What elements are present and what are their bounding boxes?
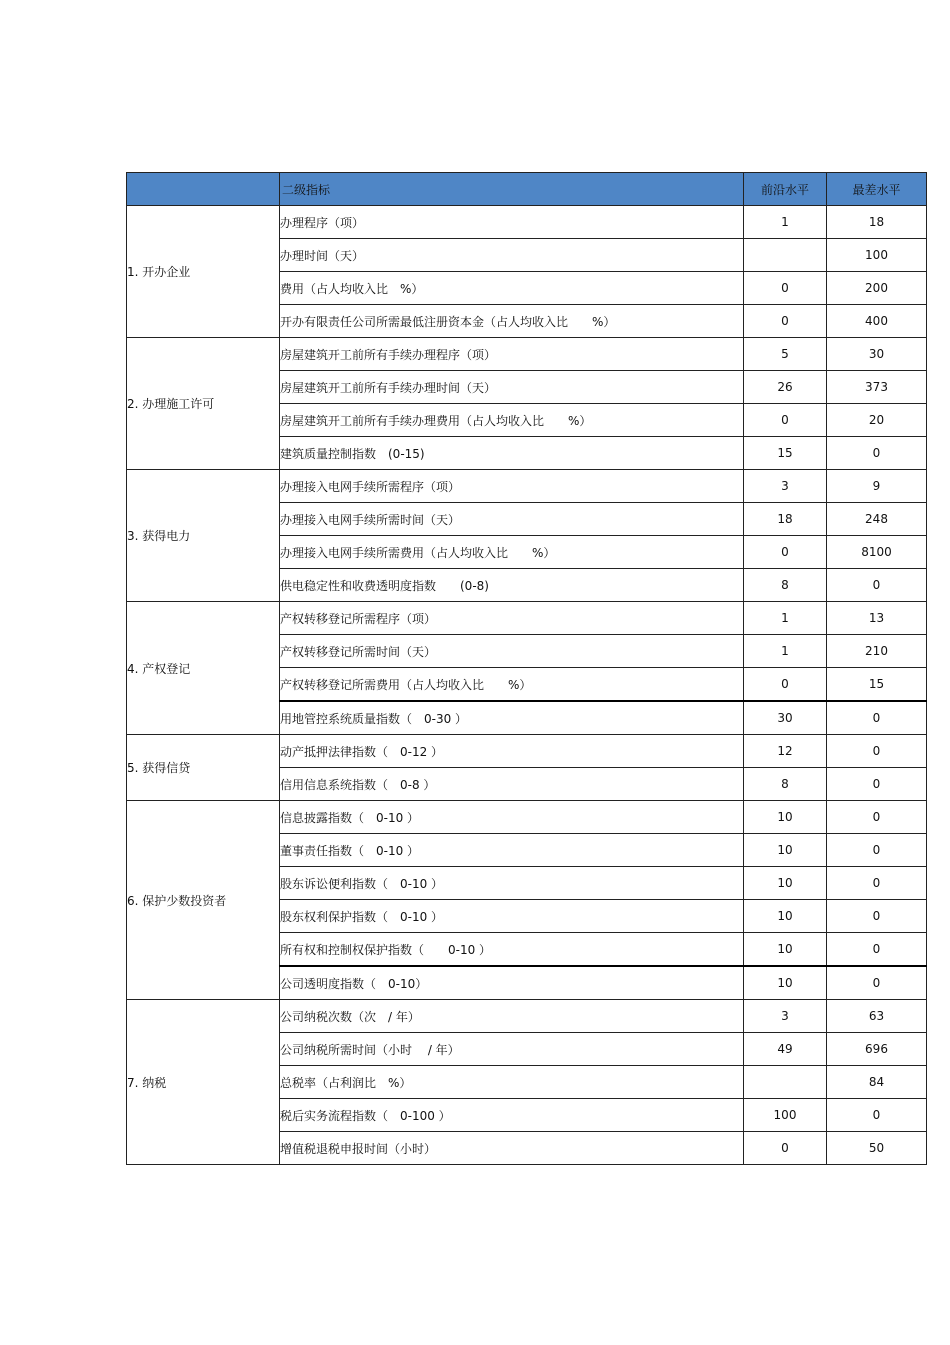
- indicator-cell: 房屋建筑开工前所有手续办理时间（天）: [280, 371, 744, 404]
- indicator-cell: 公司纳税所需时间（小时 / 年）: [280, 1033, 744, 1066]
- frontier-cell: 0: [744, 1132, 827, 1165]
- indicator-cell: 信息披露指数（ 0-10 ）: [280, 801, 744, 834]
- frontier-cell: 3: [744, 1000, 827, 1033]
- indicator-cell: 总税率（占利润比 %）: [280, 1066, 744, 1099]
- frontier-cell: 1: [744, 635, 827, 668]
- worst-cell: 0: [827, 437, 927, 470]
- worst-cell: 200: [827, 272, 927, 305]
- worst-cell: 0: [827, 834, 927, 867]
- frontier-cell: [744, 1066, 827, 1099]
- indicator-cell: 办理程序（项）: [280, 206, 744, 239]
- table-row: [127, 602, 927, 635]
- table-row: [127, 470, 927, 503]
- worst-cell: 0: [827, 867, 927, 900]
- worst-cell: 0: [827, 801, 927, 834]
- frontier-cell: 15: [744, 437, 827, 470]
- category-cell: 6. 保护少数投资者: [127, 801, 280, 1000]
- indicator-cell: 供电稳定性和收费透明度指数 (0-8): [280, 569, 744, 602]
- table-row: [127, 735, 927, 768]
- category-cell: 7. 纳税: [127, 1000, 280, 1165]
- indicator-cell: 产权转移登记所需时间（天）: [280, 635, 744, 668]
- worst-cell: 15: [827, 668, 927, 702]
- worst-cell: 18: [827, 206, 927, 239]
- frontier-cell: 5: [744, 338, 827, 371]
- indicator-cell: 费用（占人均收入比 %）: [280, 272, 744, 305]
- worst-cell: 0: [827, 966, 927, 1000]
- worst-cell: 696: [827, 1033, 927, 1066]
- frontier-cell: 18: [744, 503, 827, 536]
- worst-cell: 0: [827, 900, 927, 933]
- frontier-cell: 100: [744, 1099, 827, 1132]
- worst-cell: 100: [827, 239, 927, 272]
- frontier-cell: 10: [744, 867, 827, 900]
- frontier-cell: 3: [744, 470, 827, 503]
- category-cell: 1. 开办企业: [127, 206, 280, 338]
- header-category: [127, 173, 280, 206]
- frontier-cell: 10: [744, 834, 827, 867]
- category-cell: 4. 产权登记: [127, 602, 280, 735]
- frontier-cell: 10: [744, 966, 827, 1000]
- frontier-cell: 0: [744, 668, 827, 702]
- indicator-cell: 股东权利保护指数（ 0-10 ）: [280, 900, 744, 933]
- frontier-cell: 49: [744, 1033, 827, 1066]
- worst-cell: 0: [827, 768, 927, 801]
- frontier-cell: 1: [744, 602, 827, 635]
- indicator-table: [126, 172, 927, 1165]
- worst-cell: 210: [827, 635, 927, 668]
- category-cell: 3. 获得电力: [127, 470, 280, 602]
- frontier-cell: 10: [744, 801, 827, 834]
- indicator-cell: 动产抵押法律指数（ 0-12 ）: [280, 735, 744, 768]
- worst-cell: 0: [827, 933, 927, 967]
- indicator-cell: 办理接入电网手续所需时间（天）: [280, 503, 744, 536]
- indicator-cell: 公司纳税次数（次 / 年）: [280, 1000, 744, 1033]
- frontier-cell: 0: [744, 536, 827, 569]
- frontier-cell: 1: [744, 206, 827, 239]
- indicator-cell: 公司透明度指数（ 0-10）: [280, 966, 744, 1000]
- table-header: [127, 173, 927, 206]
- indicator-cell: 股东诉讼便利指数（ 0-10 ）: [280, 867, 744, 900]
- frontier-cell: 8: [744, 569, 827, 602]
- frontier-cell: 10: [744, 933, 827, 967]
- indicator-cell: 税后实务流程指数（ 0-100 ）: [280, 1099, 744, 1132]
- frontier-cell: 12: [744, 735, 827, 768]
- table-row: [127, 206, 927, 239]
- frontier-cell: 0: [744, 305, 827, 338]
- indicator-cell: 房屋建筑开工前所有手续办理费用（占人均收入比 %）: [280, 404, 744, 437]
- indicator-cell: 产权转移登记所需费用（占人均收入比 %）: [280, 668, 744, 702]
- worst-cell: 63: [827, 1000, 927, 1033]
- frontier-cell: 10: [744, 900, 827, 933]
- indicator-cell: 信用信息系统指数（ 0-8 ）: [280, 768, 744, 801]
- worst-cell: 20: [827, 404, 927, 437]
- frontier-cell: 26: [744, 371, 827, 404]
- category-cell: 2. 办理施工许可: [127, 338, 280, 470]
- worst-cell: 50: [827, 1132, 927, 1165]
- worst-cell: 8100: [827, 536, 927, 569]
- table-row: [127, 1000, 927, 1033]
- frontier-cell: [744, 239, 827, 272]
- indicator-cell: 房屋建筑开工前所有手续办理程序（项）: [280, 338, 744, 371]
- worst-cell: 400: [827, 305, 927, 338]
- table-row: [127, 801, 927, 834]
- indicator-cell: 增值税退税申报时间（小时）: [280, 1132, 744, 1165]
- worst-cell: 30: [827, 338, 927, 371]
- worst-cell: 0: [827, 1099, 927, 1132]
- frontier-cell: 0: [744, 272, 827, 305]
- frontier-cell: 8: [744, 768, 827, 801]
- indicator-cell: 董事责任指数（ 0-10 ）: [280, 834, 744, 867]
- worst-cell: 13: [827, 602, 927, 635]
- table-body: [127, 206, 927, 1165]
- worst-cell: 9: [827, 470, 927, 503]
- indicator-cell: 建筑质量控制指数 (0-15): [280, 437, 744, 470]
- table-row: [127, 338, 927, 371]
- worst-cell: 373: [827, 371, 927, 404]
- worst-cell: 0: [827, 569, 927, 602]
- indicator-cell: 开办有限责任公司所需最低注册资本金（占人均收入比 %）: [280, 305, 744, 338]
- worst-cell: 84: [827, 1066, 927, 1099]
- indicator-cell: 办理接入电网手续所需费用（占人均收入比 %）: [280, 536, 744, 569]
- indicator-cell: 办理接入电网手续所需程序（项）: [280, 470, 744, 503]
- header-indicator: 二级指标: [280, 173, 744, 206]
- indicator-cell: 所有权和控制权保护指数（ 0-10 ）: [280, 933, 744, 967]
- header-frontier: 前沿水平: [744, 173, 827, 206]
- frontier-cell: 0: [744, 404, 827, 437]
- worst-cell: 0: [827, 735, 927, 768]
- indicator-cell: 产权转移登记所需程序（项）: [280, 602, 744, 635]
- indicator-cell: 办理时间（天）: [280, 239, 744, 272]
- worst-cell: 248: [827, 503, 927, 536]
- header-worst: 最差水平: [827, 173, 927, 206]
- indicator-cell: 用地管控系统质量指数（ 0-30 ）: [280, 701, 744, 735]
- worst-cell: 0: [827, 701, 927, 735]
- frontier-cell: 30: [744, 701, 827, 735]
- category-cell: 5. 获得信贷: [127, 735, 280, 801]
